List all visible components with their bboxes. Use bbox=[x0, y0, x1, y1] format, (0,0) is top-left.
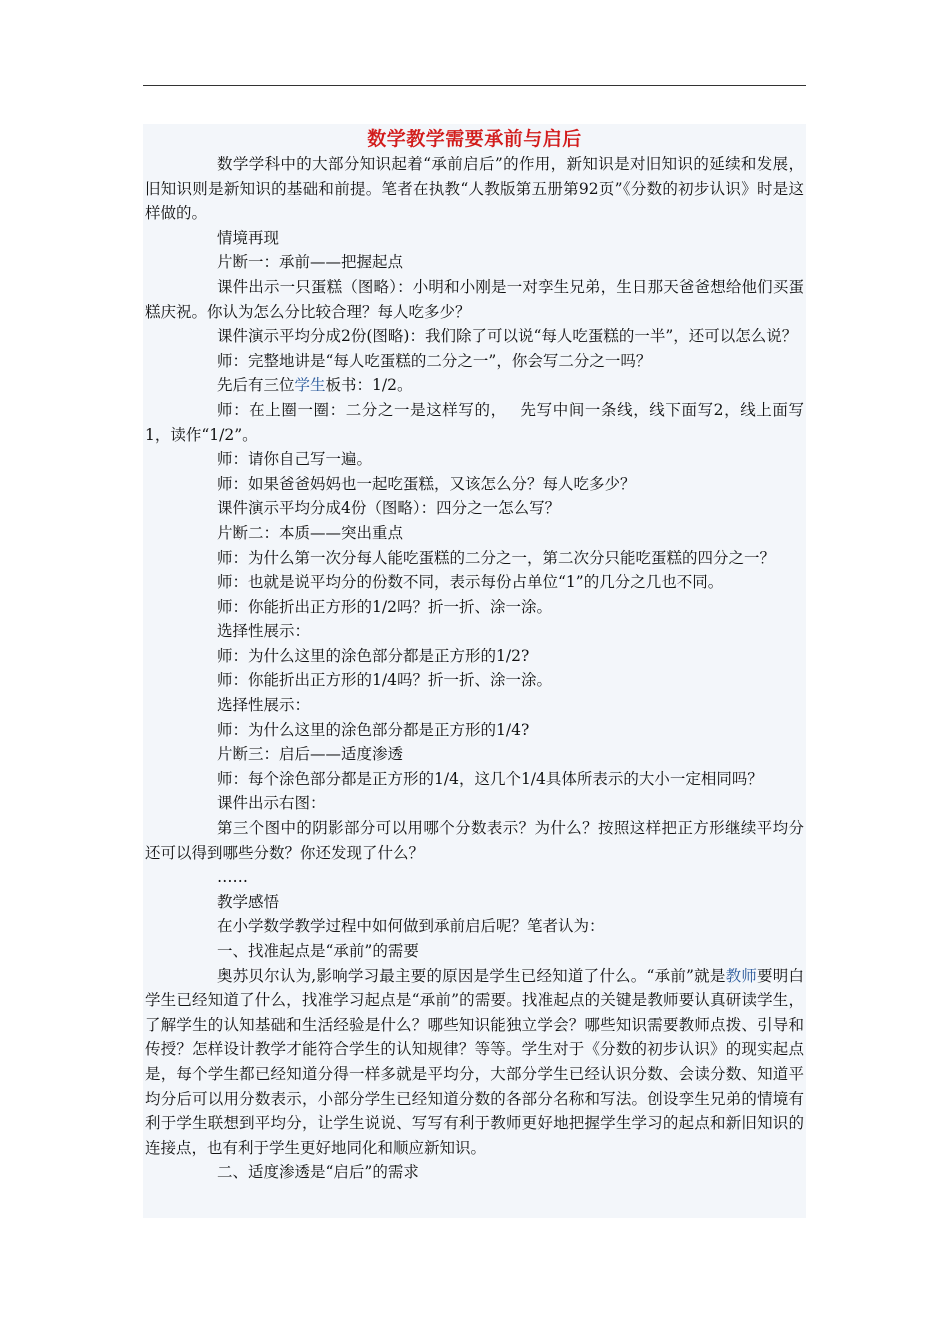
segment-three-heading: 片断三：启后——适度渗透 bbox=[217, 745, 404, 764]
article-title: 数学教学需要承前与启后 bbox=[367, 128, 582, 150]
text-span: 先后有三位 bbox=[217, 376, 295, 395]
paragraph bbox=[145, 373, 804, 398]
paragraph: 课件出示右图： bbox=[217, 794, 326, 813]
paragraph: 选择性展示： bbox=[217, 696, 311, 715]
paragraph bbox=[145, 964, 804, 1161]
paragraph: 师：为什么这里的涂色部分都是正方形的1/2? bbox=[217, 646, 530, 665]
paragraph: 师：为什么第一次分每人能吃蛋糕的二分之一，第二次分只能吃蛋糕的四分之一？ bbox=[217, 548, 776, 567]
paragraph: 师：如果爸爸妈妈也一起吃蛋糕，又该怎么分？每人吃多少？ bbox=[217, 474, 636, 493]
paragraph: 师：也就是说平均分的份数不同，表示每份占单位“1”的几分之几也不同。 bbox=[217, 573, 724, 592]
paragraph: 课件演示平均分成4份（图略）：四分之一怎么写？ bbox=[217, 499, 561, 518]
paragraph: 师：在上圈一圈：二分之一是这样写的， 先写中间一条线，线下面写2，线上面写1，读作“1/2”。 bbox=[145, 400, 804, 444]
segment-one-heading: 片断一：承前——把握起点 bbox=[217, 253, 404, 272]
paragraph: 师：完整地讲是“每人吃蛋糕的二分之一”，你会写二分之一吗？ bbox=[217, 351, 652, 370]
paragraph: 师：你能折出正方形的1/4吗？折一折、涂一涂。 bbox=[217, 671, 552, 690]
paragraph: 课件演示平均分成2份(图略)：我们除了可以说“每人吃蛋糕的一半”，还可以怎么说？ bbox=[217, 327, 798, 346]
paragraph: 在小学数学教学过程中如何做到承前启后呢？笔者认为： bbox=[217, 917, 605, 936]
paragraph: 师：每个涂色部分都是正方形的1/4，这几个1/4具体所表示的大小一定相同吗？ bbox=[217, 769, 763, 788]
paragraph: 师：请你自己写一遍。 bbox=[217, 450, 373, 469]
paragraph: 第三个图中的阴影部分可以用哪个分数表示？为什么？按照这样把正方形继续平均分还可以得到哪些分数？你还发现了什么？ bbox=[145, 819, 804, 862]
article-body bbox=[143, 124, 806, 1218]
intro-paragraph: 数学学科中的大部分知识起着“承前启后”的作用，新知识是对旧知识的延续和发展，旧知识则是新知识的基础和前提。笔者在执教“人教版第五册第92页”《分数的初步认识》时是这样做的。 bbox=[145, 155, 804, 223]
paragraph: 选择性展示： bbox=[217, 622, 311, 641]
paragraph: 课件出示一只蛋糕（图略）：小明和小刚是一对孪生兄弟，生日那天爸爸想给他们买蛋糕庆祝。你认为怎么分比较合理？每人吃多少？ bbox=[145, 277, 804, 321]
student-link[interactable]: 学生 bbox=[294, 376, 326, 395]
segment-two-heading: 片断二：本质——突出重点 bbox=[217, 523, 404, 542]
section-heading-scenario: 情境再现 bbox=[217, 228, 280, 247]
paragraph: 师：为什么这里的涂色部分都是正方形的1/4? bbox=[217, 720, 530, 739]
subheading-two: 二、适度渗透是“启后”的需求 bbox=[217, 1163, 419, 1182]
subheading-one: 一、找准起点是“承前”的需要 bbox=[217, 942, 419, 960]
section-heading-reflection: 教学感悟 bbox=[217, 892, 280, 911]
header-rule bbox=[143, 85, 806, 86]
ellipsis: …… bbox=[217, 868, 248, 887]
text-span: 要明白学生已经知道了什么，找准学习起点是“承前”的需要。找准起点的关键是教师要认真研读学生，了解学生的认知基础和生活经验是什么？哪些知识能独立学会？哪些知识需要教师点拨、引导和传授？怎样设计教学才能符合学生的认知规律？等等。学生对于《分数的初步认识》的现实起点是，每个学生都已经知道分得一样多就是平均分，大部分学生已经认识分数、会读分数、知道平均分后可以用分数表示，小部分学生已经知道分数的各部分名称和写法。创设孪生兄弟的情境有利于学生联想到平均分，让学生说说、写写有利于教师更好地把握学生学习的起点和新旧知识的连接点，也有利于学生更好地同化和顺应新知识。 bbox=[145, 966, 804, 1157]
paragraph: 师：你能折出正方形的1/2吗？折一折、涂一涂。 bbox=[217, 597, 552, 616]
text-span: 奥苏贝尔认为,影响学习最主要的原因是学生已经知道了什么。“承前”就是 bbox=[217, 966, 726, 985]
teacher-link[interactable]: 教师 bbox=[725, 966, 758, 985]
text-span: 板书：1/2。 bbox=[325, 376, 413, 395]
